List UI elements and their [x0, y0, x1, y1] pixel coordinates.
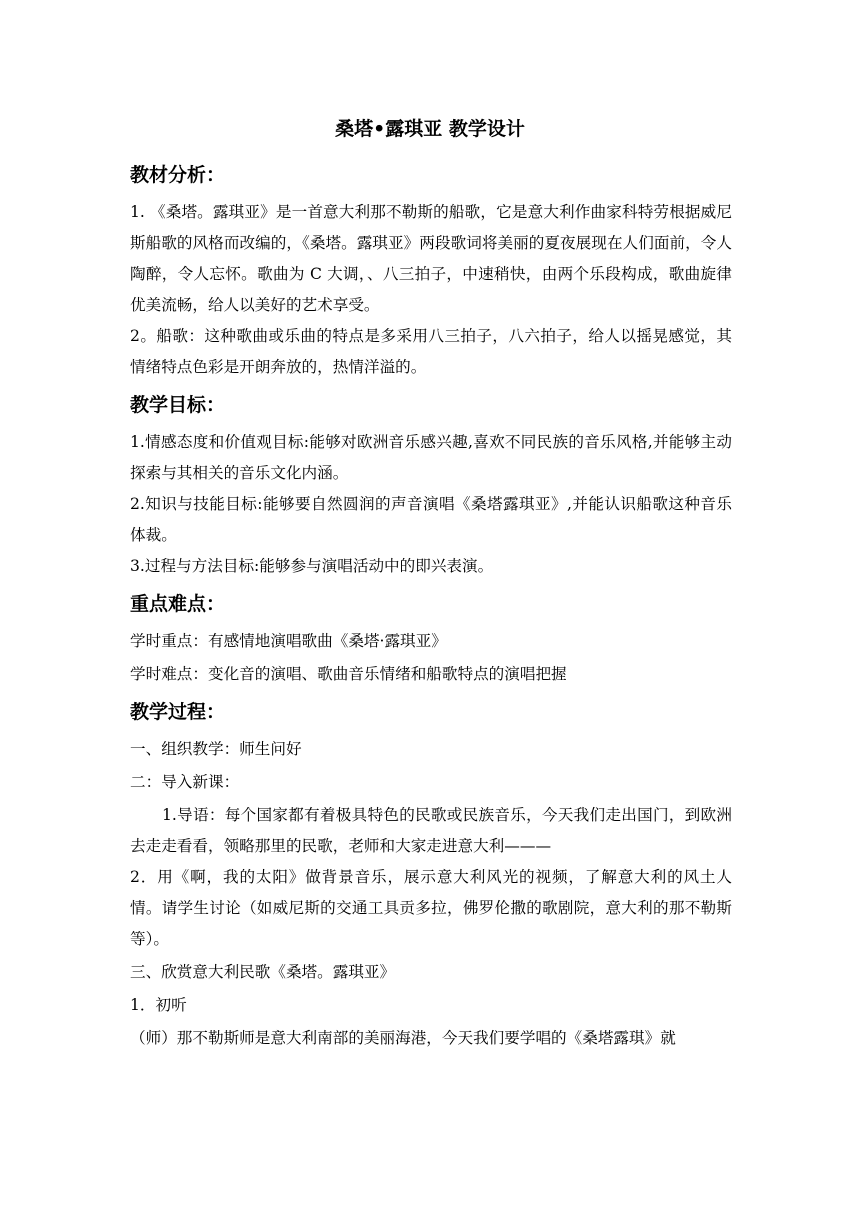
process-step-6: 1．初听: [130, 996, 187, 1014]
analysis-paragraph-1: 1. 《桑塔。露琪亚》是一首意大利那不勒斯的船歌，它是意大利作曲家科特劳根据威尼斯船歌的风格而改编的，《桑塔。露琪亚》两段歌词将美丽的夏夜展现在人们面前，令人陶醉，令人忘怀。歌曲为 C 大调，、八三拍子，中速稍快，由两个乐段构成，歌曲旋律优美流畅，给人以美好的艺术享受。: [130, 203, 732, 314]
process-step-5: 三、欣赏意大利民歌《桑塔。露琪亚》: [130, 963, 396, 981]
goal-item-1: 1.情感态度和价值观目标:能够对欧洲音乐感兴趣,喜欢不同民族的音乐风格,并能够主动探索与其相关的音乐文化内涵。: [130, 433, 732, 482]
goal-item-3: 3.过程与方法目标:能够参与演唱活动中的即兴表演。: [130, 557, 494, 575]
document-title: 桑塔•露琪亚 教学设计: [335, 118, 525, 140]
section-heading-analysis: 教材分析：: [130, 164, 226, 186]
section-heading-goals: 教学目标：: [130, 394, 226, 416]
analysis-paragraph-2: 2。船歌：这种歌曲或乐曲的特点是多采用八三拍子，八六拍子，给人以摇晃感觉，其情绪特点色彩是开朗奔放的，热情洋溢的。: [130, 327, 732, 376]
section-heading-keypoints: 重点难点：: [130, 593, 226, 615]
keypoint-focus: 学时重点：有感情地演唱歌曲《桑塔·露琪亚》: [130, 632, 447, 650]
process-step-7: （师）那不勒斯师是意大利南部的美丽海港，今天我们要学唱的《桑塔露琪》就: [130, 1029, 676, 1047]
process-step-1: 一、组织教学：师生问好: [130, 740, 302, 758]
process-step-2: 二：导入新课：: [130, 773, 240, 791]
goal-item-2: 2.知识与技能目标:能够要自然圆润的声音演唱《桑塔露琪亚》,并能认识船歌这种音乐体裁。: [130, 495, 732, 544]
process-step-4: 2．用《啊，我的太阳》做背景音乐，展示意大利风光的视频，了解意大利的风土人情。请学生讨论（如威尼斯的交通工具贡多拉，佛罗伦撒的歌剧院，意大利的那不勒斯等）。: [130, 868, 732, 948]
document-body: [130, 155, 732, 1056]
process-step-3: 1.导语：每个国家都有着极具特色的民歌或民族音乐，今天我们走出国门，到欧洲去走走看看，领略那里的民歌，老师和大家走进意大利———: [130, 806, 732, 855]
keypoint-difficulty: 学时难点：变化音的演唱、歌曲音乐情绪和船歌特点的演唱把握: [130, 665, 567, 683]
section-heading-process: 教学过程：: [130, 701, 226, 723]
